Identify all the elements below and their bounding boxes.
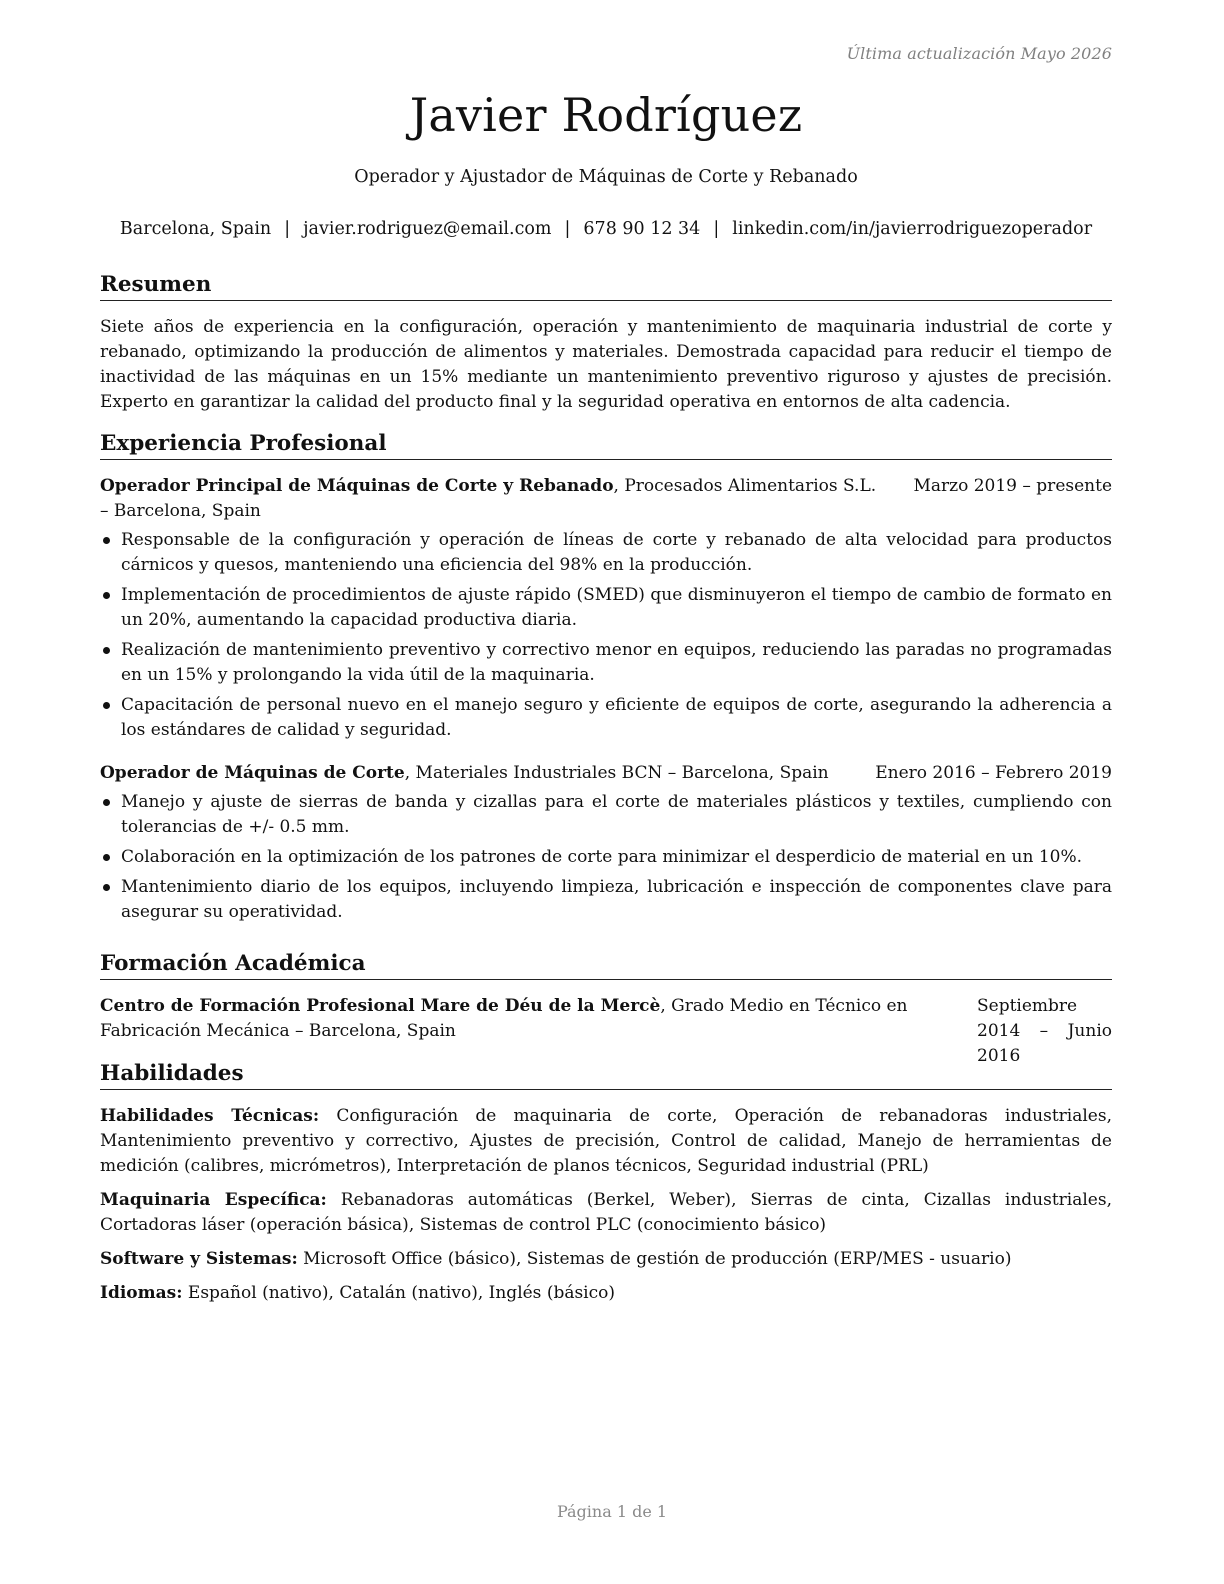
job-title-line [100, 761, 839, 786]
job-role: Operador Principal de Máquinas de Corte y Rebanado [100, 476, 614, 496]
education-entry [100, 994, 1112, 1069]
experience-section [100, 431, 1112, 930]
skills-list [100, 1104, 1112, 1306]
education-title-line [100, 994, 973, 1044]
list-item: Responsable de la configuración y operación de líneas de corte y rebanado de alta velocidad para productos cárnicos y quesos, manteniendo una eficiencia del 98% en la producción. [100, 528, 1112, 578]
skill-group [100, 1188, 1112, 1238]
contact-linkedin[interactable]: linkedin.com/in/javierrodriguezoperador [732, 219, 1093, 239]
skill-text: Rebanadoras automáticas (Berkel, Weber), Sierras de cinta, Cizallas industriales, Cortadoras láser (operación básica), Sistemas de control PLC (conocimiento básico) [100, 1190, 1112, 1235]
section-heading-experience: Experiencia Profesional [100, 431, 1112, 460]
skill-group [100, 1104, 1112, 1179]
contact-location: Barcelona, Spain [119, 219, 272, 239]
skill-label: Idiomas: [100, 1283, 183, 1303]
job-company: , Procesados Alimentarios S.L. – Barcelona, Spain [100, 476, 877, 521]
summary-section [100, 272, 1112, 415]
skill-group [100, 1247, 1112, 1272]
job-dates: Marzo 2019 – presente [913, 476, 1112, 496]
education-detail: , Grado Medio en Técnico en Fabricación Mecánica – Barcelona, Spain [100, 996, 908, 1041]
job-header [100, 761, 1112, 786]
section-heading-education: Formación Académica [100, 951, 1112, 980]
job-title: Operador y Ajustador de Máquinas de Corte y Rebanado [354, 167, 858, 187]
job-bullets [100, 528, 1112, 743]
contact-separator: | [713, 219, 720, 239]
education-dates: Septiembre 2014 – Junio 2016 [977, 996, 1112, 1066]
summary-text: Siete años de experiencia en la configuración, operación y mantenimiento de maquinaria industrial de corte y rebanado, optimizando la producción de alimentos y materiales. Demostrada capacidad para reducir el tiempo de inactividad de las máquinas en un 15% mediante un mantenimiento preventivo riguroso y ajustes de precisión. Experto en garantizar la calidad del producto final y la seguridad operativa en entornos de alta cadencia. [100, 317, 1112, 412]
list-item: Realización de mantenimiento preventivo y correctivo menor en equipos, reduciendo las paradas no programadas en un 15% y prolongando la vida útil de la maquinaria. [100, 638, 1112, 688]
candidate-name: Javier Rodríguez [409, 88, 803, 142]
skill-text: Configuración de maquinaria de corte, Operación de rebanadoras industriales, Mantenimiento preventivo y correctivo, Ajustes de precisión, Control de calidad, Manejo de herramientas de medición (calibres, micrómetros), Interpretación de planos técnicos, Seguridad industrial (PRL) [100, 1106, 1112, 1176]
contact-separator: | [564, 219, 571, 239]
list-item: Capacitación de personal nuevo en el manejo seguro y eficiente de equipos de corte, asegurando la adherencia a los estándares de calidad y seguridad. [100, 693, 1112, 743]
job-dates: Enero 2016 – Febrero 2019 [875, 763, 1112, 783]
page-number: Página 1 de 1 [556, 1502, 668, 1521]
education-section [100, 951, 1112, 1069]
contact-line [100, 219, 1112, 239]
job-company: , Materiales Industriales BCN – Barcelona, Spain [404, 763, 829, 783]
education-school: Centro de Formación Profesional Mare de Déu de la Mercè [100, 996, 661, 1016]
skills-section [100, 1061, 1112, 1315]
skill-text: Español (nativo), Catalán (nativo), Inglés (básico) [182, 1283, 616, 1303]
skill-label: Maquinaria Específica: [100, 1190, 327, 1210]
contact-separator: | [284, 219, 291, 239]
list-item: Manejo y ajuste de sierras de banda y cizallas para el corte de materiales plásticos y textiles, cumpliendo con tolerancias de +/- 0.5 mm. [100, 790, 1112, 840]
job-entry [100, 761, 1112, 925]
job-title-line [100, 474, 877, 524]
job-bullets [100, 790, 1112, 925]
section-heading-skills: Habilidades [100, 1061, 1112, 1090]
job-entry [100, 474, 1112, 743]
contact-email[interactable]: javier.rodriguez@email.com [303, 219, 552, 239]
skill-text: Microsoft Office (básico), Sistemas de gestión de producción (ERP/MES - usuario) [297, 1249, 1012, 1269]
contact-phone: 678 90 12 34 [583, 219, 701, 239]
list-item: Colaboración en la optimización de los patrones de corte para minimizar el desperdicio de material en un 10%. [100, 845, 1112, 870]
last-updated: Última actualización Mayo 2026 [846, 44, 1112, 63]
job-header [100, 474, 1112, 524]
section-heading-summary: Resumen [100, 272, 1112, 301]
skill-group [100, 1281, 1112, 1306]
list-item: Mantenimiento diario de los equipos, incluyendo limpieza, lubricación e inspección de componentes clave para asegurar su operatividad. [100, 875, 1112, 925]
list-item: Implementación de procedimientos de ajuste rápido (SMED) que disminuyeron el tiempo de cambio de formato en un 20%, aumentando la capacidad productiva diaria. [100, 583, 1112, 633]
skill-label: Habilidades Técnicas: [100, 1106, 320, 1126]
skill-label: Software y Sistemas: [100, 1249, 298, 1269]
job-role: Operador de Máquinas de Corte [100, 763, 405, 783]
